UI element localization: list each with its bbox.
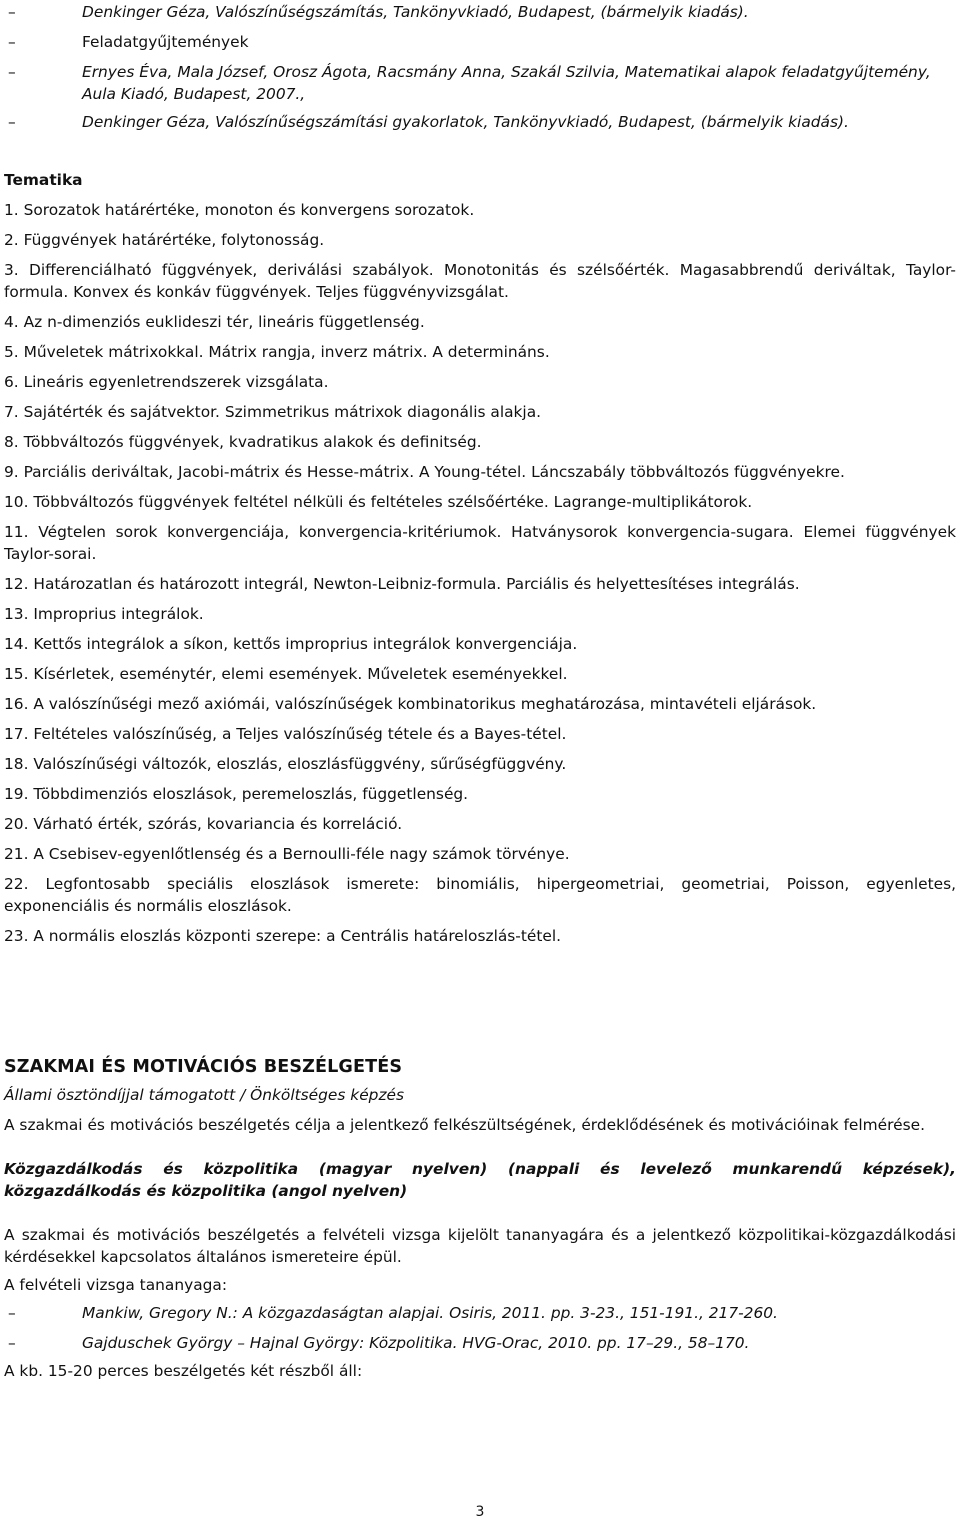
material-text: Mankiw, Gregory N.: A közgazdaságtan alapjai. Osiris, 2011. pp. 3-23., 151-191., 217-260. — [82, 1304, 778, 1322]
topic-item: 1. Sorozatok határértéke, monoton és konvergens sorozatok. — [4, 201, 475, 219]
topic-item: 13. Improprius integrálok. — [4, 605, 204, 623]
interview-section — [4, 1056, 956, 1382]
topic-item: 2. Függvények határértéke, folytonosság. — [4, 231, 325, 249]
topic-item: 6. Lineáris egyenletrendszerek vizsgálata. — [4, 373, 329, 391]
topic-item: 9. Parciális deriváltak, Jacobi-mátrix és Hesse-mátrix. A Young-tétel. Láncszabály többváltozós függvényekre. — [4, 463, 845, 481]
reference-text: Denkinger Géza, Valószínűségszámítás, Tankönyvkiadó, Budapest, (bármelyik kiadás). — [82, 3, 749, 21]
topic-item: 22. Legfontosabb speciális eloszlások ismerete: binomiális, hipergeometriai, geometriai, Poisson, egyenletes, exponenciális és normális eloszlások. — [4, 875, 956, 915]
topic-item: 21. A Csebisev-egyenlőtlenség és a Bernoulli-féle nagy számok törvénye. — [4, 845, 570, 863]
topic-item: 8. Többváltozós függvények, kvadratikus alakok és definitség. — [4, 433, 482, 451]
page-number: 3 — [475, 1504, 485, 1520]
intro-paragraph: A szakmai és motivációs beszélgetés célja a jelentkező felkészültségének, érdeklődésének és motivációinak felmérése. — [4, 1116, 925, 1134]
topic-item: 23. A normális eloszlás központi szerepe: a Centrális határeloszlás-tétel. — [4, 927, 562, 945]
topic-item: 16. A valószínűségi mező axiómái, valószínűségek kombinatorikus meghatározása, mintavételi eljárások. — [4, 695, 817, 713]
reference-item — [4, 111, 956, 133]
dash-bullet: – — [8, 63, 16, 81]
reference-item — [4, 61, 956, 105]
topic-item: 5. Műveletek mátrixokkal. Mátrix rangja, inverz mátrix. A determináns. — [4, 343, 550, 361]
topic-item: 15. Kísérletek, eseménytér, elemi események. Műveletek eseményekkel. — [4, 665, 568, 683]
dash-bullet: – — [8, 1304, 16, 1322]
material-item — [4, 1302, 956, 1324]
reference-text: Denkinger Géza, Valószínűségszámítási gyakorlatok, Tankönyvkiadó, Budapest, (bármelyik kiadás). — [82, 113, 849, 131]
material-text: Gajduschek György – Hajnal György: Közpolitika. HVG-Orac, 2010. pp. 17–29., 58–170. — [82, 1334, 750, 1352]
topic-item: 19. Többdimenziós eloszlások, peremeloszlás, függetlenség. — [4, 785, 469, 803]
topic-item: 12. Határozatlan és határozott integrál, Newton-Leibniz-formula. Parciális és helyettesítéses integrálás. — [4, 575, 800, 593]
topic-item: 10. Többváltozós függvények feltétel nélküli és feltételes szélsőértéke. Lagrange-multiplikátorok. — [4, 493, 753, 511]
topic-item: 14. Kettős integrálok a síkon, kettős improprius integrálok konvergenciája. — [4, 635, 578, 653]
closing-paragraph: A kb. 15-20 perces beszélgetés két részből áll: — [4, 1362, 363, 1380]
topic-item: 11. Végtelen sorok konvergenciája, konvergencia-kritériumok. Hatványsorok konvergencia-sugara. Elemei függvények Taylor-sorai. — [4, 523, 956, 563]
section-subtitle: Állami ösztöndíjjal támogatott / Önköltséges képzés — [4, 1086, 405, 1104]
topic-item: 18. Valószínűségi változók, eloszlás, eloszlásfüggvény, sűrűségfüggvény. — [4, 755, 567, 773]
material-list — [4, 1302, 956, 1354]
reference-text: Ernyes Éva, Mala József, Orosz Ágota, Racsmány Anna, Szakál Szilvia, Matematikai alapok feladatgyűjtemény, Aula Kiadó, Budapest, 2007., — [82, 63, 931, 103]
topic-item: 20. Várható érték, szórás, kovariancia és korreláció. — [4, 815, 403, 833]
tematika-section — [4, 169, 956, 955]
topic-item: 4. Az n-dimenziós euklideszi tér, lineáris függetlenség. — [4, 313, 425, 331]
tematika-title: Tematika — [4, 171, 83, 189]
dash-bullet: – — [8, 3, 16, 21]
topic-item: 7. Sajátérték és sajátvektor. Szimmetrikus mátrixok diagonális alakja. — [4, 403, 542, 421]
program-paragraph: A szakmai és motivációs beszélgetés a felvételi vizsga kijelölt tananyagára és a jelentkező közpolitikai-közgazdálkodási kérdésekkel kapcsolatos általános ismereteire épül. — [4, 1226, 956, 1266]
reference-text: Feladatgyűjtemények — [82, 33, 249, 51]
reference-item — [4, 31, 956, 53]
reference-list — [4, 1, 956, 133]
dash-bullet: – — [8, 1334, 16, 1352]
topic-item: 17. Feltételes valószínűség, a Teljes valószínűség tétele és a Bayes-tétel. — [4, 725, 567, 743]
reference-item — [4, 1, 956, 23]
material-label: A felvételi vizsga tananyaga: — [4, 1276, 228, 1294]
dash-bullet: – — [8, 33, 16, 51]
topic-list — [4, 199, 956, 947]
section-title: SZAKMAI ÉS MOTIVÁCIÓS BESZÉLGETÉS — [4, 1057, 403, 1077]
program-heading: Közgazdálkodás és közpolitika (magyar nyelven) (nappali és levelező munkarendű képzések), közgazdálkodás és közpolitika (angol nyelven) — [4, 1160, 956, 1200]
topic-item: 3. Differenciálható függvények, deriválási szabályok. Monotonitás és szélsőérték. Magasabbrendű deriváltak, Taylor-formula. Konvex és konkáv függvények. Teljes függvényvizsgálat. — [4, 261, 956, 301]
dash-bullet: – — [8, 113, 16, 131]
material-item — [4, 1332, 956, 1354]
